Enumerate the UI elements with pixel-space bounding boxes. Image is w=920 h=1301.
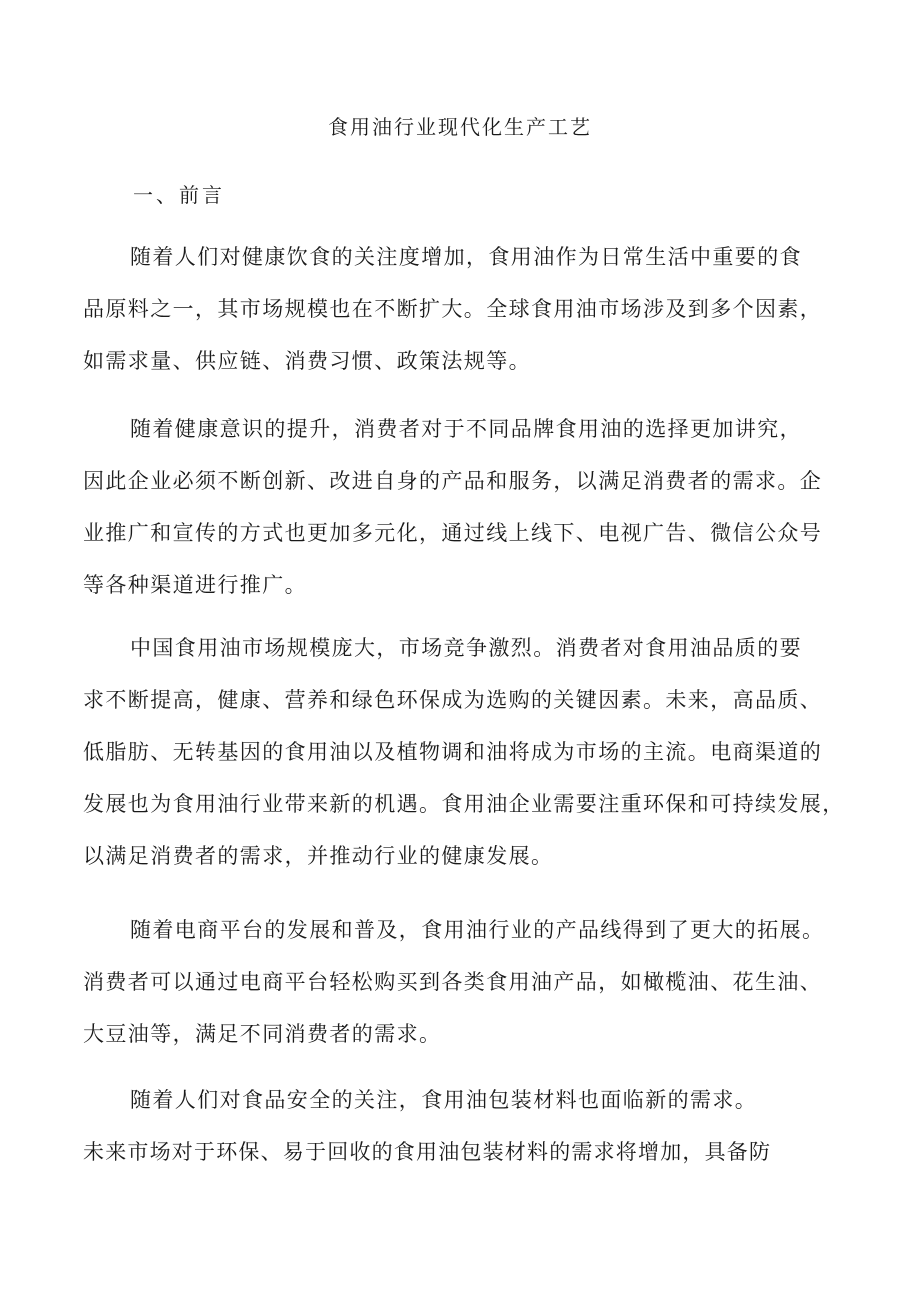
- paragraph-2: [83, 403, 843, 611]
- paragraph-line: 以满足消费者的需求，并推动行业的健康发展。: [83, 844, 554, 868]
- paragraph-1: [83, 231, 843, 387]
- section-heading-preface: 一、前言: [133, 183, 225, 207]
- paragraph-line: 如需求量、供应链、消费习惯、政策法规等。: [83, 349, 531, 373]
- paragraph-line: 低脂肪、无转基因的食用油以及植物调和油将成为市场的主流。电商渠道的: [83, 740, 823, 764]
- paragraph-line: 随着人们对健康饮食的关注度增加，食用油作为日常生活中重要的食: [130, 245, 802, 269]
- paragraph-line: 因此企业必须不断创新、改进自身的产品和服务，以满足消费者的需求。企: [83, 469, 823, 493]
- paragraph-4: [83, 904, 843, 1060]
- paragraph-line: 中国食用油市场规模庞大，市场竞争激烈。消费者对食用油品质的要: [130, 636, 802, 660]
- paragraph-5: [83, 1074, 843, 1178]
- paragraph-line: 随着电商平台的发展和普及，食用油行业的产品线得到了更大的拓展。: [130, 918, 825, 942]
- paragraph-line: 消费者可以通过电商平台轻松购买到各类食用油产品，如橄榄油、花生油、: [83, 970, 823, 994]
- paragraph-line: 求不断提高，健康、营养和绿色环保成为选购的关键因素。未来，高品质、: [83, 688, 823, 712]
- document-title: 食用油行业现代化生产工艺: [328, 115, 592, 139]
- paragraph-line: 未来市场对于环保、易于回收的食用油包装材料的需求将增加，具备防: [83, 1140, 772, 1164]
- paragraph-line: 发展也为食用油行业带来新的机遇。食用油企业需要注重环保和可持续发展，: [83, 792, 845, 816]
- paragraph-line: 随着健康意识的提升，消费者对于不同品牌食用油的选择更加讲究，: [130, 417, 802, 441]
- paragraph-3: [83, 622, 843, 882]
- paragraph-line: 等各种渠道进行推广。: [83, 573, 307, 597]
- paragraph-line: 业推广和宣传的方式也更加多元化，通过线上线下、电视广告、微信公众号: [83, 521, 823, 545]
- paragraph-line: 品原料之一，其市场规模也在不断扩大。全球食用油市场涉及到多个因素，: [83, 297, 823, 321]
- paragraph-line: 随着人们对食品安全的关注，食用油包装材料也面临新的需求。: [130, 1088, 758, 1112]
- paragraph-line: 大豆油等，满足不同消费者的需求。: [83, 1022, 442, 1046]
